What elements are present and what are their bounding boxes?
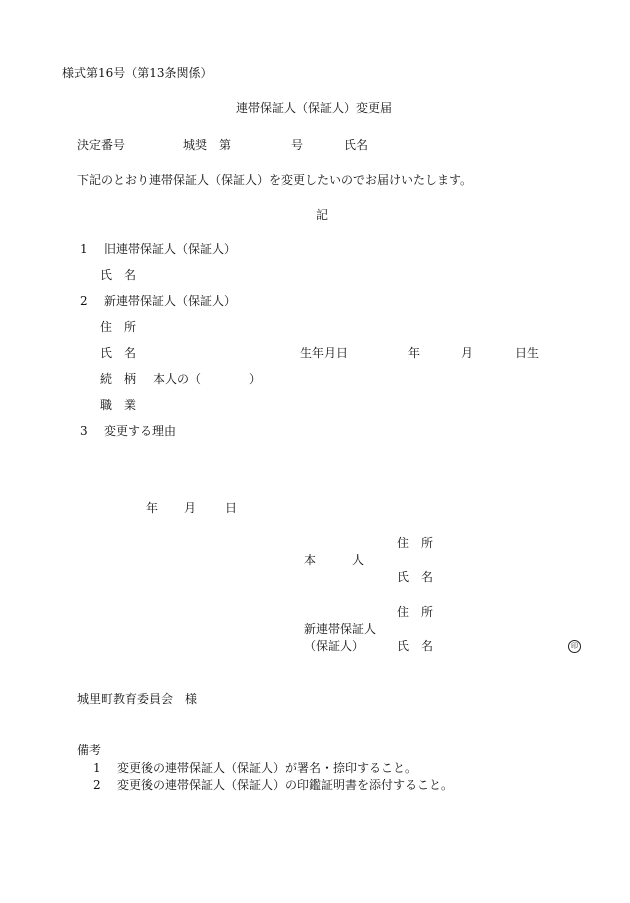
decision-number-suffix: 号	[291, 138, 304, 152]
item2-relation-text: 本人の（ ）	[153, 372, 262, 386]
date-month-label: 月	[184, 501, 197, 515]
guarantor-name-label: 氏 名	[397, 639, 434, 653]
item2-relation-label: 続 柄	[100, 372, 137, 386]
birth-day-label: 日生	[515, 346, 540, 360]
birth-month-label: 月	[461, 346, 474, 360]
item2-address-label: 住 所	[100, 320, 137, 334]
decision-number-prefix: 城奨 第	[183, 138, 232, 152]
item2-name-label: 氏 名	[100, 346, 137, 360]
notes-title: 備考	[77, 743, 102, 757]
item2-job-label: 職 業	[100, 398, 137, 412]
item2-number: 2	[80, 294, 88, 308]
decision-number-label: 決定番号	[77, 138, 126, 152]
applicant-label: 本 人	[304, 553, 365, 567]
item2-label: 新連帯保証人（保証人）	[104, 294, 237, 308]
item1-name-label: 氏 名	[100, 268, 137, 282]
ki-heading: 記	[316, 208, 329, 222]
applicant-address-label: 住 所	[397, 536, 434, 550]
item1-label: 旧連帯保証人（保証人）	[104, 242, 237, 256]
guarantor-label-line2: （保証人）	[304, 639, 365, 653]
birth-year-label: 年	[408, 346, 421, 360]
note2-text: 変更後の連帯保証人（保証人）の印鑑証明書を添付すること。	[117, 778, 454, 792]
guarantor-label-line1: 新連帯保証人	[304, 622, 377, 636]
date-year-label: 年	[146, 501, 159, 515]
guarantor-address-label: 住 所	[397, 605, 434, 619]
item3-number: 3	[80, 424, 88, 438]
note1-number: 1	[93, 761, 101, 775]
form-number: 様式第16号（第13条関係）	[62, 66, 213, 80]
birth-date-label: 生年月日	[300, 346, 349, 360]
intro-text: 下記のとおり連帯保証人（保証人）を変更したいのでお届けいたします。	[77, 173, 473, 187]
note2-number: 2	[93, 778, 101, 792]
note1-text: 変更後の連帯保証人（保証人）が署名・捺印すること。	[117, 761, 418, 775]
item3-label: 変更する理由	[104, 424, 177, 438]
page-title: 連帯保証人（保証人）変更届	[236, 101, 393, 115]
item1-number: 1	[80, 242, 88, 256]
date-day-label: 日	[225, 501, 238, 515]
addressee: 城里町教育委員会 様	[77, 692, 198, 706]
applicant-name-label: 氏 名	[397, 570, 434, 584]
decision-name-label: 氏名	[344, 138, 369, 152]
seal-mark-icon: 印	[568, 640, 581, 653]
